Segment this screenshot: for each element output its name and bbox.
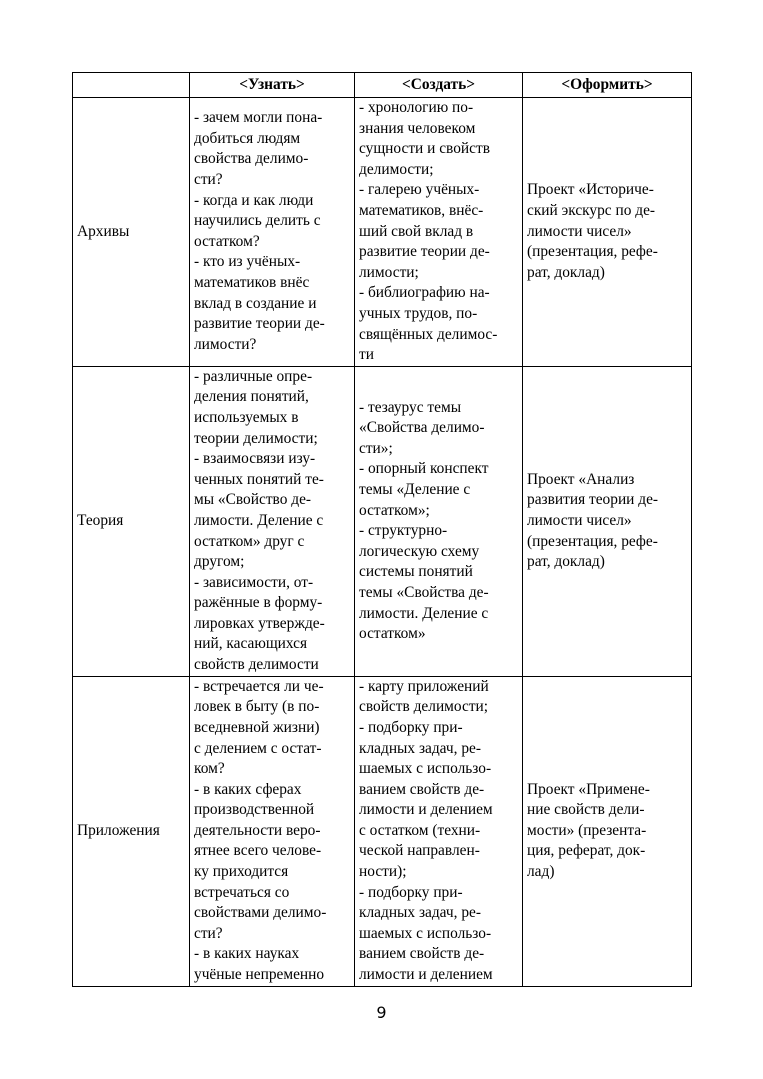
text-line: свойствами делимо-: [194, 904, 327, 922]
text-line: сти?: [194, 171, 223, 189]
text-line: ческой направлен-: [359, 842, 480, 860]
text-line: лимости чисел»: [527, 222, 632, 240]
text-line: свойств делимости;: [359, 698, 489, 716]
text-line: вседневной жизни): [194, 718, 320, 736]
text-line: мы «Свойство де-: [194, 491, 312, 509]
text-line: остатком» друг с: [194, 532, 305, 550]
text-line: ский экскурс по де-: [527, 201, 656, 219]
text-line: (презентация, рефе-: [527, 532, 658, 550]
header-empty: [73, 73, 190, 98]
text-line: Проект «Историче-: [527, 181, 654, 199]
text-line: математиков, внёс-: [359, 201, 484, 219]
text-line: логическую схему: [359, 542, 480, 560]
text-line: развитие теории де-: [359, 243, 490, 261]
text-line: сти?: [194, 924, 223, 942]
row-label: Теория: [73, 366, 190, 676]
text-line: учных трудов, по-: [359, 304, 478, 322]
text-line: Проект «Анализ: [527, 470, 635, 488]
create-cell: [355, 676, 523, 986]
text-line: вклад в создание и: [194, 294, 317, 312]
text-line: научились делить с: [194, 212, 321, 230]
text-line: - встречается ли че-: [194, 677, 324, 695]
create-cell: [355, 98, 523, 367]
create-cell: [355, 366, 523, 676]
text-line: теории делимости;: [194, 429, 318, 447]
text-line: - карту приложений: [359, 677, 489, 695]
text-line: темы «Свойства де-: [359, 584, 489, 601]
text-line: с остатком (техни-: [359, 821, 481, 839]
learn-cell: [190, 676, 355, 986]
text-line: лимости. Деление с: [359, 604, 489, 622]
text-line: ванием свойств де-: [359, 780, 485, 798]
text-line: свойства делимо-: [194, 150, 309, 168]
learn-cell: [190, 366, 355, 676]
text-line: шаемых с использо-: [359, 760, 492, 778]
text-line: учёные непременно: [194, 966, 325, 984]
text-line: встречаться со: [194, 883, 290, 901]
text-line: производственной: [194, 801, 315, 819]
text-line: ванием свойств де-: [359, 945, 485, 963]
text-line: лимости чисел»: [527, 511, 632, 529]
text-line: шаемых с использо-: [359, 924, 492, 942]
text-line: лимости?: [194, 335, 257, 353]
text-line: ражённые в форму-: [194, 594, 323, 612]
text-line: - библиографию на-: [359, 284, 490, 302]
text-line: ний, касающихся: [194, 635, 308, 653]
text-line: остатком?: [194, 232, 260, 250]
table-row-applications: [73, 676, 692, 986]
text-line: - галерею учёных-: [359, 181, 480, 199]
learn-cell: [190, 98, 355, 367]
text-line: математиков внёс: [194, 274, 310, 292]
text-line: - взаимосвязи изу-: [194, 450, 316, 468]
text-line: ший свой вклад в: [359, 222, 474, 240]
text-line: ности);: [359, 863, 407, 881]
text-line: ятнее всего челове-: [194, 842, 322, 860]
format-cell: [523, 676, 692, 986]
text-line: рат, доклад): [527, 553, 605, 571]
text-line: ку приходится: [194, 863, 289, 881]
text-line: кладных задач, ре-: [359, 739, 481, 757]
header-create: <Создать>: [355, 73, 523, 98]
text-line: добиться людям: [194, 129, 301, 147]
text-line: развития теории де-: [527, 491, 659, 509]
text-line: - тезаурус темы: [359, 398, 462, 416]
text-line: остатком»: [359, 625, 426, 643]
text-line: развитие теории де-: [194, 315, 325, 333]
text-line: свящённых делимос-: [359, 325, 498, 343]
format-cell: [523, 98, 692, 367]
text-line: - зависимости, от-: [194, 573, 314, 591]
text-line: деления понятий,: [194, 388, 309, 406]
text-line: - различные опре-: [194, 367, 313, 385]
text-line: лимости и делением: [359, 801, 493, 819]
row-label: Архивы: [73, 98, 190, 367]
text-line: делимости;: [359, 160, 434, 178]
text-line: сущности и свойств: [359, 140, 490, 158]
text-line: - подборку при-: [359, 883, 463, 901]
text-line: ция, реферат, док-: [527, 842, 646, 860]
text-line: ком?: [194, 760, 225, 778]
text-line: другом;: [194, 553, 245, 571]
header-format: <Оформить>: [523, 73, 692, 98]
page-number: 9: [376, 1003, 387, 1022]
text-line: - кто из учёных-: [194, 253, 301, 271]
text-line: знания человеком: [359, 119, 476, 137]
text-line: ти: [359, 346, 374, 364]
text-line: системы понятий: [359, 563, 473, 581]
header-learn: <Узнать>: [190, 73, 355, 98]
text-line: используемых в: [194, 408, 299, 426]
table-row-archives: [73, 98, 692, 367]
text-line: остатком»;: [359, 501, 430, 519]
text-line: - в каких науках: [194, 945, 300, 963]
table-row-theory: [73, 366, 692, 676]
text-line: - хронологию по-: [359, 99, 474, 116]
text-line: - когда и как люди: [194, 191, 314, 209]
text-line: - опорный конспект: [359, 460, 489, 478]
text-line: «Свойства делимо-: [359, 419, 485, 437]
text-line: лимости;: [359, 263, 419, 281]
text-line: лировках утвержде-: [194, 614, 325, 632]
text-line: - зачем могли пона-: [194, 109, 323, 127]
text-line: лимости и делением: [359, 966, 493, 984]
format-cell: [523, 366, 692, 676]
text-line: деятельности веро-: [194, 821, 321, 839]
row-label: Приложения: [73, 676, 190, 986]
text-line: ловек в быту (в по-: [194, 698, 320, 716]
text-line: - подборку при-: [359, 718, 463, 736]
text-line: (презентация, рефе-: [527, 243, 658, 261]
projects-table: [72, 72, 692, 987]
text-line: ние свойств дели-: [527, 801, 645, 819]
text-line: ченных понятий те-: [194, 470, 324, 488]
text-line: - в каких сферах: [194, 780, 302, 798]
text-line: лад): [527, 863, 555, 881]
header-row: [73, 73, 692, 98]
text-line: - структурно-: [359, 522, 448, 540]
text-line: Проект «Примене-: [527, 780, 650, 798]
text-line: кладных задач, ре-: [359, 904, 481, 922]
text-line: рат, доклад): [527, 263, 605, 281]
text-line: с делением с остат-: [194, 739, 322, 757]
text-line: темы «Деление с: [359, 481, 471, 499]
text-line: сти»;: [359, 439, 393, 457]
text-line: мости» (презента-: [527, 821, 647, 839]
text-line: свойств делимости: [194, 656, 319, 674]
text-line: лимости. Деление с: [194, 511, 324, 529]
